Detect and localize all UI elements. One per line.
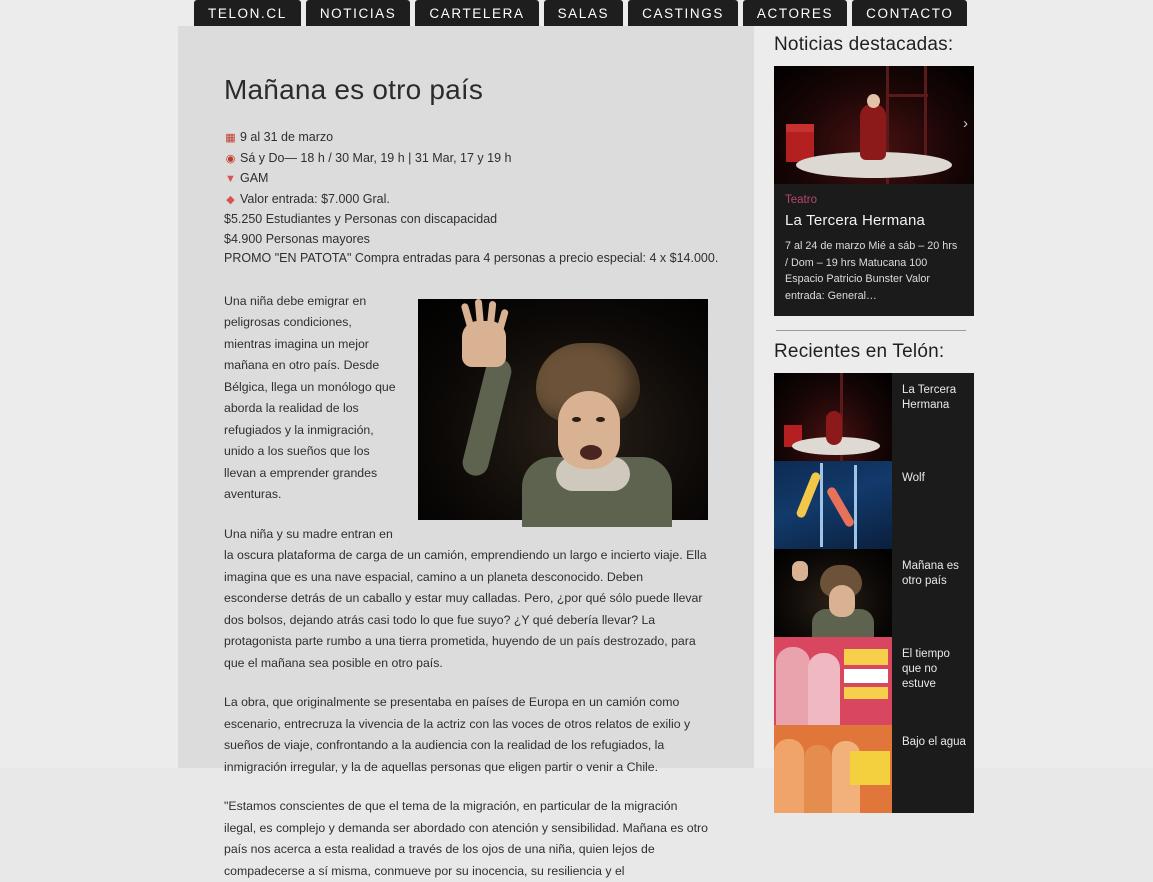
recent-item-label: La Tercera Hermana bbox=[892, 373, 974, 413]
meta-venue: GAM bbox=[240, 171, 268, 185]
nav-item-contacto[interactable]: CONTACTO bbox=[852, 0, 967, 26]
recent-item-label: Bajo el agua bbox=[892, 725, 974, 750]
list-item[interactable] bbox=[774, 725, 974, 813]
meta-schedule-row bbox=[224, 149, 754, 170]
article-paragraph-1: Una niña y su madre entran en la oscura plataforma de carga de un camión, emprendiendo un largo e incierto viaje. Ella imagina que es una nave espacial, camino a un planeta desconocido. Deben esconderse detrás de un caballo y estar muy calladas. Pero, ¿por qué sólo puede llevar dos bolsos, dejando atrás casi todo lo que fue suyo? ¿Y qué debería llevar? La protagonista parte rumbo a una tierra prometida, huyendo de un país destrozado, para que el mañana sea posible en otro país. bbox=[224, 524, 708, 675]
carousel-next-icon[interactable]: › bbox=[963, 116, 968, 131]
featured-category-badge[interactable]: Teatro bbox=[785, 194, 963, 206]
recent-list bbox=[774, 373, 974, 813]
featured-news-image bbox=[774, 66, 974, 184]
nav-item-salas[interactable]: SALAS bbox=[544, 0, 624, 26]
recent-thumbnail bbox=[774, 373, 892, 461]
featured-news-card[interactable] bbox=[774, 66, 974, 316]
article-paragraph-3: "Estamos conscientes de que el tema de la migración, en particular de la migración ilegal, es complejo y demanda ser abordado con atención y sensibilidad. Mañana es otro país nos acerca a esta realidad a través de los ojos de una niña, quien lejos de compadecerse a sí misma, conmueve por su inocencia, su resiliencia y el bbox=[224, 796, 708, 882]
recent-heading: Recientes en Telón: bbox=[774, 341, 980, 363]
article-column bbox=[178, 26, 754, 768]
recent-thumbnail bbox=[774, 725, 892, 813]
nav-item-noticias[interactable]: NOTICIAS bbox=[306, 0, 411, 26]
article-lead: Una niña debe emigrar en peligrosas condiciones, mientras imagina un mejor mañana en otro país. Desde Bélgica, llega un monólogo que aborda la realidad de los refugiados y la inmigración, unido a los sueños que los llevan a emprender grandes aventuras. bbox=[224, 291, 708, 506]
list-item[interactable] bbox=[774, 373, 974, 461]
featured-meta: 7 al 24 de marzo Mié a sáb – 20 hrs / Dom – 19 hrs Matucana 100 Espacio Patricio Bunster Valor entrada: General… bbox=[785, 238, 963, 304]
location-pin-icon: ▼ bbox=[224, 170, 237, 190]
recent-thumbnail bbox=[774, 637, 892, 725]
featured-title[interactable]: La Tercera Hermana bbox=[785, 212, 963, 229]
meta-price-main: Valor entrada: $7.000 Gral. bbox=[240, 192, 390, 206]
featured-news-heading: Noticias destacadas: bbox=[774, 34, 980, 56]
recent-item-label: El tiempo que no estuve bbox=[892, 637, 974, 692]
meta-dates-row bbox=[224, 128, 754, 149]
sidebar-divider bbox=[776, 330, 966, 331]
recent-item-label: Wolf bbox=[892, 461, 933, 486]
article-photo bbox=[418, 299, 708, 520]
meta-promo: PROMO "EN PATOTA" Compra entradas para 4 personas a precio especial: 4 x $14.000. bbox=[224, 249, 754, 269]
price-tag-icon: ◆ bbox=[224, 191, 237, 211]
main-navigation bbox=[0, 0, 1153, 26]
meta-schedule: Sá y Do— 18 h / 30 Mar, 19 h | 31 Mar, 17 y 19 h bbox=[240, 151, 511, 165]
meta-price-seniors: $4.900 Personas mayores bbox=[224, 230, 754, 250]
page-title: Mañana es otro país bbox=[178, 26, 754, 106]
list-item[interactable] bbox=[774, 549, 974, 637]
article-body bbox=[178, 269, 754, 882]
meta-dates: 9 al 31 de marzo bbox=[240, 130, 333, 144]
clock-icon: ◉ bbox=[224, 150, 237, 170]
meta-venue-row bbox=[224, 169, 754, 190]
nav-item-castings[interactable]: CASTINGS bbox=[628, 0, 738, 26]
article-meta bbox=[178, 106, 754, 269]
nav-item-actores[interactable]: ACTORES bbox=[743, 0, 847, 26]
list-item[interactable] bbox=[774, 461, 974, 549]
nav-item-telon[interactable]: TELON.CL bbox=[194, 0, 301, 26]
sidebar bbox=[770, 26, 980, 768]
list-item[interactable] bbox=[774, 637, 974, 725]
featured-news-body bbox=[774, 184, 974, 316]
recent-thumbnail bbox=[774, 549, 892, 637]
recent-item-label: Mañana es otro país bbox=[892, 549, 974, 589]
meta-price-row bbox=[224, 190, 754, 211]
calendar-icon: ▦ bbox=[224, 129, 237, 149]
article-paragraph-2: La obra, que originalmente se presentaba en países de Europa en un camión como escenario, entrecruza la vivencia de la actriz con las voces de otros relatos de exilio y sueños de viaje, confrontando a la audiencia con la realidad de los refugiados, la inmigración irregular, y la de aquellas personas que eligen partir o venir a Chile. bbox=[224, 692, 708, 778]
recent-thumbnail bbox=[774, 461, 892, 549]
meta-price-students: $5.250 Estudiantes y Personas con discapacidad bbox=[224, 210, 754, 230]
nav-item-cartelera[interactable]: CARTELERA bbox=[415, 0, 538, 26]
